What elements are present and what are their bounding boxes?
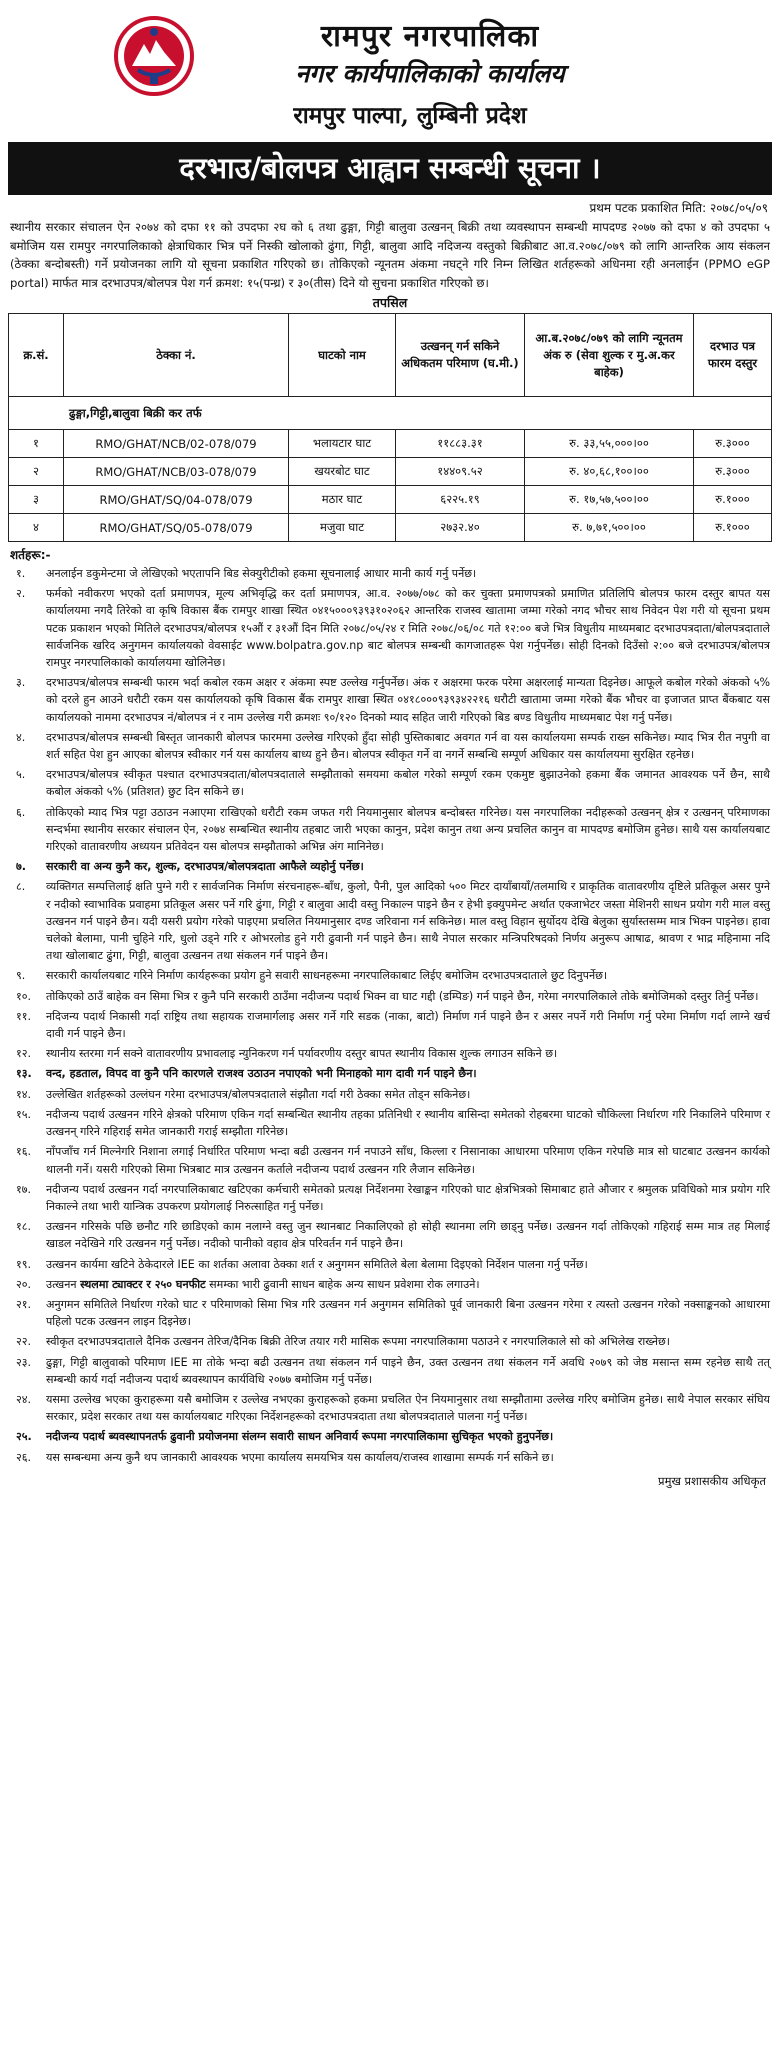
publication-date: प्रथम पटक प्रकाशित मिति: २०७८/०५/०९: [589, 201, 768, 215]
term-item: [10, 1296, 770, 1330]
term-bold-part: स्थलमा ट्याक्टर र २५० घनफीट: [80, 1277, 206, 1291]
term-text: ढुङ्गा, गिट्टी बालुवाको परिमाण IEE मा तोके भन्दा बढी उत्खनन तथा संकलन गर्न पाइने छैन, उक्त उत्खनन तथा संकलन गर्ने अवधि २०७९ को जेष्ठ मसान्त सम्म रहनेछ साथै तत् सम्बन्धी कार्य गर्दा नदीजन्य पदार्थ ब्यवस्थापन कार्यविधि २०७७ बमोजिम गर्नु पर्नेछ।: [46, 1355, 770, 1386]
term-item: [10, 1106, 770, 1140]
term-number: ६.: [16, 805, 26, 819]
term-text: नदीजन्य पदार्थ उत्खनन गरिने क्षेत्रको परिमाण एकिन गर्दा सम्बन्धित स्थानीय तहका प्रतिनिधी र स्थानीय बासिन्दा समेतको रोहबरमा घाटको चौकिल्ला निर्धारण गरि निकालिने परिमाण र उत्खनन् गरिने गहिराई समेत जानकारी गराई सम्झौता गरिनेछ।: [46, 1107, 770, 1139]
term-number: ८.: [16, 880, 26, 894]
term-item: [10, 1181, 770, 1215]
cell-quantity: ६२२५.१९: [396, 486, 525, 514]
term-item: [10, 1143, 770, 1177]
term-item: [10, 674, 770, 726]
term-item: [10, 1086, 770, 1103]
term-number: २.: [16, 587, 26, 601]
term-number: ३.: [16, 676, 26, 690]
cell-contract: RMO/GHAT/NCB/03-078/079: [64, 458, 289, 486]
term-item: [10, 1333, 770, 1350]
term-item: [10, 729, 770, 763]
cell-sn: १: [9, 430, 64, 458]
term-item: [10, 1276, 770, 1293]
term-number: २०.: [16, 1277, 32, 1291]
cell-quantity: ११८८३.३१: [396, 430, 525, 458]
term-number: ४.: [16, 730, 26, 744]
table-row: [9, 430, 772, 458]
term-text: दरभाउपत्र/बोलपत्र सम्बन्धी फारम भर्दा कबोल रकम अक्षर र अंकमा स्पष्ट उल्लेख गर्नुपर्नेछ। अंक र अक्षरमा फरक परेमा अक्षरलाई मान्यता दिइनेछ। आफूले कबोल गरेको अंकको ५% को दरले हुन आउने धरौटी रकम यस कार्यालयको कृषि विकास बैंक रामपुर शाखा स्थित ०४१८०००९३९३४२२१६ धरौटी खातामा जम्मा गरेको बैंक भौचर वा इजाजत प्राप्त बैंकबाट यस कार्यालयको नाममा दरभाउपत्र नं/बोलपत्र नं र नाम उल्लेख गरी क्रमशः ९०/१२० दिनको म्याद सहित जारी गरिएको बिड बण्ड विधुतीय माध्यमबाट पेश गर्नु पर्नेछ।: [46, 676, 770, 724]
term-text: उल्लेखित शर्तहरूको उल्लंघन गरेमा दरभाउपत्र/बोलपत्रदाताले संझौता गर्दा गरी ठेक्का समेत तोड्न सकिनेछ।: [46, 1087, 471, 1101]
term-text: फर्मको नवीकरण भएको दर्ता प्रमाणपत्र, मूल्य अभिवृद्धि कर दर्ता प्रमाणपत्र, आ.व. २०७७/०७८ को कर चुक्ता प्रमाणपत्रको प्रमाणित प्रतिलिपि बोलपत्र फारम दस्तुर बापत यस कार्यालयमा नगदै तिरेको वा कृषि विकास बैंक रामपुर शाखा स्थित ०४१५०००९३९३१०२०६२ आन्तरिक राजस्व खातामा जम्मा गरेको नगद भौचर साथ निवेदन पेश गरी यो सूचना प्रथम पटक प्रकाशन भएको मितिले दरभाउपत्र/बोलपत्र १५औं र ३१औं दिन मिति २०७८/०५/२४ र मिति २०७८/०६/०८ गते १२:०० बजे भित्र विधुतीय माध्यमबाट दरभाउपत्रदाता/बोलपत्रदाताले सार्वजनिक खरिद अनुगमन कार्यालयको वेवसाईट www.bolpatra.gov.np बाट बोलपत्र सम्बन्धी कागजातहरू पेश गर्नुपर्नेछ। सोही दिनको दिउँसो २:०० बजे दरभाउपत्र/बोलपत्र रामपुर नगरपालिकाको कार्यालयमा खोलिनेछ।: [46, 587, 770, 670]
col-header-fee: दरभाउ पत्र फारम दस्तुर: [694, 314, 772, 397]
col-header-sn: क्र.सं.: [9, 314, 64, 397]
term-text: दरभाउपत्र/बोलपत्र स्वीकृत पश्चात दरभाउपत्रदाता/बोलपत्रदाताले सम्झौताको समयमा कबोल गरेको सम्पूर्ण रकम एकमुष्ट बुझाउनेको हकमा बैंक जमानत आवश्यक पर्ने छैन, साथै कबोल अंकको ५% (प्रतिशत) छुट दिन सकिने छ।: [46, 768, 770, 799]
contract-table: [8, 313, 772, 542]
term-item: [10, 858, 770, 875]
term-number: १३.: [16, 1067, 32, 1081]
term-item: [10, 878, 770, 964]
cell-ghat: मजुवा घाट: [289, 514, 396, 542]
term-number: २१.: [16, 1297, 32, 1311]
term-text: उत्खनन कार्यमा खटिने ठेकेदारले IEE का शर्तका अलावा ठेक्का शर्त र अनुगमन समितिले बेला बेलामा दिइएको निर्देशन पालना गर्नु पर्नेछ।: [46, 1257, 588, 1271]
term-item: [10, 1008, 770, 1042]
term-text: तोकिएको म्याद भित्र पट्टा उठाउन नआएमा राखिएको धरौटी रकम जफत गरी नियमानुसार बोलपत्र बन्दोबस्त गरिनेछ। यस नगरपालिका नदीहरूको उत्खनन् क्षेत्र र उत्खनन् परिमाणका सन्दर्भमा स्थानीय सरकार संचालन ऐन, २०७४ सम्बन्धित स्थानीय तहबाट जारी भएका कानुन, प्रदेश कानुन तथा अन्य प्रचलित कानुन वा मापदण्ड बमोजिम हुनेछ। साथै यस कार्यालयबाट गरिएको वातावरणीय अध्ययन प्रतिवेदन यस बोलपत्र सम्झौताको अभिन्न अंग मानिनेछ।: [46, 805, 770, 854]
cell-ghat: भलायटार घाट: [289, 430, 396, 458]
term-item: [10, 967, 770, 984]
col-header-contract: ठेक्का नं.: [64, 314, 289, 397]
col-header-quantity: उत्खनन् गर्न सकिने अधिकतम परिमाण (घ.मी.): [396, 314, 525, 397]
term-item: [10, 1391, 770, 1425]
term-number: २५.: [16, 1430, 32, 1444]
term-number: १८.: [16, 1220, 32, 1234]
term-item: [10, 766, 770, 800]
term-text: उत्खनन स्थलमा ट्याक्टर र २५० घनफीट समम्का भारी ढुवानी साधन बाहेक अन्य साधन प्रवेशमा रोक लगाउने।: [46, 1277, 480, 1291]
term-text: अनलाईन डकुमेन्टमा जे लेखिएको भएतापनि बिड सेक्युरीटीको हकमा सूचनालाई आधार मानी कार्य गर्नु पर्नेछ।: [46, 567, 477, 580]
term-text: तोकिएको ठाउँ बाहेक वन सिमा भित्र र कुनै पनि सरकारी ठाउँमा नदीजन्य पदार्थ भिक्न वा घाट गद्दी (डम्पिङ) गर्न पाइने छैन, गरेमा नगरपालिकाले तोके बमोजिमको दस्तुर तिर्नु पर्नेछ।: [46, 989, 759, 1003]
term-number: १९.: [16, 1257, 32, 1271]
table-caption: तपसिल: [372, 295, 408, 310]
term-item: [10, 1065, 770, 1082]
term-number: २२.: [16, 1335, 32, 1349]
term-number: १२.: [16, 1047, 32, 1061]
table-subheader-row: [9, 397, 772, 430]
term-text: नदीजन्य पदार्थ उत्खनन गर्दा नगरपालिकाबाट खटिएका कर्मचारी समेतको प्रत्यक्ष निर्देशनमा रेखाङ्कन गरिएको घाट क्षेत्रभित्रको सिमाबाट हाते औजार र श्रमुलक प्रविधिको मात्र प्रयोग गरि निकाल्ने तथा भारी यान्त्रिक उपकरण प्रयोगलाई निरुत्साहित गर्नु पर्नेछ।: [46, 1182, 770, 1213]
term-item: [10, 804, 770, 856]
term-number: १०.: [16, 989, 32, 1003]
term-text: अनुगमन समितिले निर्धारण गरेको घाट र परिमाणको सिमा भित्र गरि उत्खनन गर्न अनुगमन समितिको पूर्व जानकारी बिना उत्खनन गरेमा र त्यस्तो उत्खनन गरेको नक्साङ्कनको आधारमा पहिलो पटक उत्खनन लाइन दिइनेछ।: [46, 1297, 770, 1329]
cell-minimum: रु. ७,७१,५००।००: [525, 514, 694, 542]
term-text: व्यक्तिगत सम्पत्तिलाई क्षति पुग्ने गरी र सार्वजनिक निर्माण संरचनाहरू-बाँध, कुलो, पैनी, पुल आदिको ५०० मिटर दायाँबायाँ/तलमाथि र प्राकृतिक वातावरणीय दृष्टिले प्रतिकूल असर पुग्ने र नदीको स्वाभाविक प्रवाहमा प्रतिकूल असर पर्ने गरि ढुंगा, गिट्टी र बालुवा आदी वस्तु निकाल्न पाइने छैन र हेभी इक्युपमेन्ट अर्थात एक्जाभेटर जस्ता मेशिनरी साधन प्रयोग गरी माल वस्तु उत्खनन गर्न पाइने छैन। यदी यसरी प्रयोग गरेको पाइएमा प्रचलित नियमानुसार दण्ड जरिवाना गर्न सकिनेछ। माल वस्तु विहान सुर्योदय देखि बेलुका सुर्यास्तसम्म मात्र भिक्न पाइनेछ। हावा चलेको बेलामा, पानी चुहिने गरि, धुलो उड्ने गरि र ओभरलोड हुने गरी ढुवानी गर्न पाइने छैन। साथै नेपाल सरकार मन्त्रिपरिषदको निर्णय अनुरूप आषाढ, श्रावण र भाद्र महिनामा नदि तथा खोलाबाट ढुंगा, गिट्टी, बालुवा उत्खनन तथा संकलन गर्न पाइने छैन।: [46, 880, 770, 963]
term-number: २६.: [16, 1450, 32, 1464]
notice-page: [8, 0, 772, 1489]
term-text: नदिजन्य पदार्थ निकासी गर्दा राष्ट्रिय तथा सहायक राजमार्गलाइ असर गर्ने गरि सडक (नाका, बाटो) निर्माण गर्न पाइने छैन र असर नपर्ने गरी निर्माण गर्नु परेमा निर्माण गर्दा लाग्ने खर्च दावी गर्न पाइने छैन।: [46, 1009, 770, 1041]
letterhead: [8, 8, 772, 140]
cell-ghat: मठार घाट: [289, 486, 396, 514]
cell-contract: RMO/GHAT/SQ/05-078/079: [64, 514, 289, 542]
term-number: २३.: [16, 1355, 32, 1369]
cell-minimum: रु. ३३,५५,०००।००: [525, 430, 694, 458]
terms-title: शर्तहरू:-: [10, 548, 51, 562]
term-number: १७.: [16, 1182, 32, 1196]
cell-fee: रु.१०००: [694, 486, 772, 514]
term-text: यस सम्बन्धमा अन्य कुनै थप जानकारी आवश्यक भएमा कार्यालय समयभित्र यस कार्यालय/राजस्व शाखामा सम्पर्क गर्न सकिने छ।: [46, 1450, 554, 1464]
term-number: ७.: [16, 860, 26, 874]
term-text: नाँपजाँच गर्न मिल्नेगरि निशाना लगाई निर्धारित परिमाण भन्दा बढी उत्खनन गर्न नपाउने साँध, किल्ला र निसानाका आधारमा परिमाण एकिन गरेपछि मात्र सो घाटबाट उत्खनन कार्यको थालनी गर्ने। यसरी गरिएको सिमा भित्रबाट मात्र उत्खनन कर्ताले नदीजन्य पदार्थ उत्खनन गरि लैजान सकिनेछ।: [46, 1145, 770, 1176]
cell-quantity: २७३२.४०: [396, 514, 525, 542]
col-header-ghat: घाटको नाम: [289, 314, 396, 397]
term-item: [10, 1256, 770, 1273]
term-item: [10, 585, 770, 671]
cell-fee: रु.१०००: [694, 514, 772, 542]
term-text: उत्खनन गरिसके पछि छनौट गरि छाडिएको काम नलाग्ने वस्तु जुन स्थानबाट निकालिएको हो सोही स्थानमा लगि छाड्नु पर्नेछ। उत्खनन गर्दा तोकिएको गहिराई सम्म मात्र तह मिलाई खाडल नदेखिने गरि उत्खनन गर्नु पर्नेछ। नदीको पानीको वहाव क्षेत्र परिवर्तन गर्न पाइने छैन।: [46, 1220, 770, 1251]
term-number: १६.: [16, 1145, 32, 1159]
cell-fee: रु.३०००: [694, 430, 772, 458]
term-number: ११.: [16, 1009, 32, 1023]
cell-quantity: १४४०९.५२: [396, 458, 525, 486]
term-item: [10, 1428, 770, 1445]
term-text: नदीजन्य पदार्थ ब्यवस्थापनतर्फ ढुवानी प्रयोजनमा संलग्न सवारी साधन अनिवार्य रूपमा नगरपालिकामा सुचिकृत भएको हुनुपर्नेछ।: [46, 1430, 554, 1444]
term-text: सरकारी कार्यालयबाट गरिने निर्माण कार्यहरूका प्रयोग हुने सवारी साधनहरूमा नगरपालिकाबाट लिईए बमोजिम दरभाउपत्रदाताले छुट दिनुपर्नेछ।: [46, 969, 608, 983]
cell-fee: रु.३०००: [694, 458, 772, 486]
term-text: स्थानीय स्तरमा गर्न सक्ने वातावरणीय प्रभावलाइ न्युनिकरण गर्न पर्यावरणीय दस्तुर बापत स्थानीय विकास शुल्क लगाउन सकिने छ।: [46, 1047, 558, 1061]
term-text: वन्द, हडताल, विपद वा कुनै पनि कारणले राजश्व उठाउन नपाएको भनी मिनाहको माग दावी गर्न पाइने छैन।: [46, 1067, 477, 1081]
table-header-row: [9, 314, 772, 397]
term-item: [10, 1449, 770, 1466]
term-number: १५.: [16, 1107, 32, 1121]
cell-sn: ४: [9, 514, 64, 542]
signature-block: प्रमुख प्रशासकीय अधिकृत: [658, 1473, 766, 1488]
term-text: दरभाउपत्र/बोलपत्र सम्बन्धी बिस्तृत जानकारी बोलपत्र फारममा उल्लेख गरिएको हुँदा सोही पुस्तिकाबाट अवगत गर्न वा यस कार्यालयमा सम्पर्क राख्न सकिनेछ। म्याद भित्र रीत नपुगी वा शर्त सहित पेश हुन आएका बोलपत्र स्वीकार गर्न यस कार्यालय बाध्य हुने छैन। बोलपत्र स्वीकृत गर्ने वा नगर्ने सम्बन्धि सम्पूर्ण अधिकार यस कार्यालयमा सुरक्षित रहनेछ।: [46, 730, 770, 762]
term-number: १.: [16, 567, 26, 580]
term-text: यसमा उल्लेख भएका कुराहरूमा यसै बमोजिम र उल्लेख नभएका कुराहरूको हकमा प्रचलित ऐन नियमानुसार तथा सम्झौतामा उल्लेख गरिए बमोजिम हुनेछ। साथै नेपाल सरकार संघिय सरकार, प्रदेश सरकार तथा यस कार्यालयबाट गरिएका निर्देशनहरूको दरभाउपत्रदाता तथा बोलपत्रदाताले पालना गर्नु पर्नेछ।: [46, 1392, 770, 1424]
term-item: [10, 1218, 770, 1252]
term-number: ९.: [16, 969, 26, 983]
notice-title-banner: दरभाउ/बोलपत्र आह्वान सम्बन्धी सूचना ।: [8, 142, 772, 195]
term-number: १४.: [16, 1087, 32, 1101]
table-row: [9, 458, 772, 486]
term-item: [10, 1045, 770, 1062]
cell-sn: ३: [9, 486, 64, 514]
term-item: [10, 988, 770, 1005]
term-text: स्वीकृत दरभाउपत्रदाताले दैनिक उत्खनन तेरिज/दैनिक बिक्री तेरिज तयार गरी मासिक रूपमा नगरपालिकामा पठाउने र नगरपालिकाले सो को अभिलेख राख्नेछ।: [46, 1335, 671, 1349]
office-name: नगर कार्यपालिकाको कार्यालय: [295, 59, 565, 88]
office-address: रामपुर पाल्पा, लुम्बिनी प्रदेश: [293, 102, 527, 129]
term-number: २४.: [16, 1392, 32, 1406]
cell-minimum: रु. ४०,६८,१००।००: [525, 458, 694, 486]
municipality-name: रामपुर नगरपालिका: [320, 19, 540, 54]
col-header-minimum: आ.ब.२०७८/०७९ को लागि न्यूनतम अंक रु (सेवा शुल्क र मु.अ.कर बाहेक): [525, 314, 694, 397]
cell-ghat: खयरबोट घाट: [289, 458, 396, 486]
term-item: [10, 565, 770, 582]
table-subheader: ढुङ्गा,गिट्टी,बालुवा बिक्री कर तर्फ: [9, 397, 772, 430]
cell-minimum: रु. १७,५७,५००।००: [525, 486, 694, 514]
term-text: सरकारी वा अन्य कुनै कर, शुल्क, दरभाउपत्र/बोलपत्रदाता आफैले व्यहोर्नु पर्नेछ।: [46, 860, 364, 874]
cell-contract: RMO/GHAT/SQ/04-078/079: [64, 486, 289, 514]
cell-contract: RMO/GHAT/NCB/02-078/079: [64, 430, 289, 458]
term-item: [10, 1354, 770, 1388]
intro-paragraph: स्थानीय सरकार संचालन ऐन २०७४ को दफा ११ को उपदफा २घ को ६ तथा ढुङ्गा, गिट्टी बालुवा उत्खनन् बिक्री तथा व्यवस्थापन सम्बन्धी मापदण्ड २०७७ को दफा ४ को उपदफा ५ बमोजिम यस रामपुर नगरपालिकाको क्षेत्राधिकार भित्र पर्ने निस्की खोलाको ढुंगा, गिट्टी, बालुवा आदि नदिजन्य वस्तुको बिक्रीबाट आ.व.२०७८/०७९ को लागि आन्तरिक आय संकलन (ठेक्का बन्दोबस्ती) गर्ने प्रयोजनका लागि यो सूचना प्रकाशित गरिएको छ। तोकिएको न्यूनतम अंकमा नघट्ने गरि निम्न लिखित शर्तहरूको अधिनमा रही अनलाईन (PPMO eGP portal) मार्फत मात्र दरभाउपत्र/बोलपत्र पेश गर्न क्रमश: १५(पन्ध्र) र ३०(तीस) दिने यो सुचना प्रकाशित गरिएको छ।: [10, 220, 770, 290]
terms-list: [8, 565, 772, 1466]
cell-sn: २: [9, 458, 64, 486]
table-row: [9, 514, 772, 542]
table-row: [9, 486, 772, 514]
term-number: ५.: [16, 768, 26, 782]
